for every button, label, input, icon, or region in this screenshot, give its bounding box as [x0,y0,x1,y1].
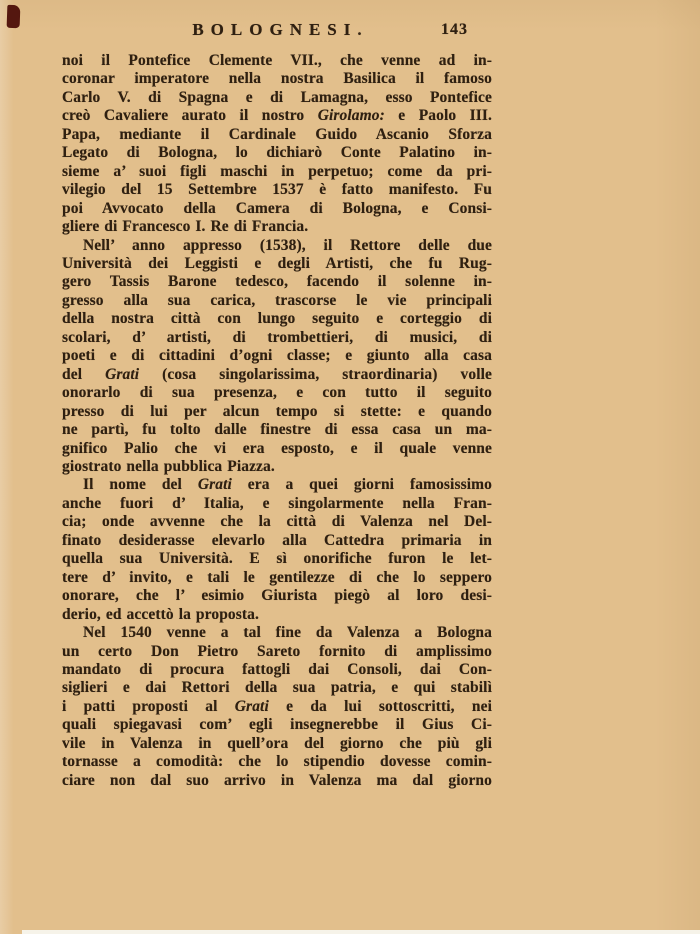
text-segment: gresso alla sua carica, trascorse le vie principali [62,291,492,309]
text-line [62,107,492,125]
running-head [62,20,492,44]
italic-text: Grati [234,697,269,715]
paragraph [62,237,492,477]
text-segment: scolari, d’ artisti, di trombettieri, di musici, di [62,328,492,346]
text-segment: derio, ed accettò la proposta. [62,605,259,623]
text-segment: Nel 1540 venne a tal fine da Valenza a Bologna [83,624,492,642]
text-segment: anche fuori d’ Italia, e singolarmente nella Fran- [62,494,492,512]
text-line [62,513,492,531]
text-line [62,753,492,771]
text-segment: era a quei giorni famosissimo [231,476,492,494]
text-line [62,679,492,697]
text-segment: vilegio del 15 Settembre 1537 è fatto manifesto. Fu [62,181,492,199]
text-segment: quali spiegavasi com’ egli insegnerebbe il Gius Ci- [62,716,492,734]
text-line [62,310,492,328]
text-line [62,716,492,734]
text-segment: Università dei Leggisti e degli Artisti, che fu Rug- [62,254,492,272]
text-line [62,458,492,476]
text-segment: gliere di Francesco I. Re di Francia. [62,218,309,236]
text-line [62,384,492,402]
text-line [62,643,492,661]
text-line [62,347,492,365]
text-line [62,292,492,310]
text-segment: gnifico Palio che vi era esposto, e il quale venne [62,439,492,457]
text-segment: i patti proposti al [62,697,235,715]
text-line [62,181,492,199]
text-segment: gero Tassis Barone tedesco, facendo il solenne in- [62,273,492,291]
page-title-text: BOLOGNESI [192,20,358,39]
text-segment: Nell’ anno appresso (1538), il Rettore delle due [83,236,492,254]
page-body-text [62,52,492,790]
text-segment: e Paolo III. [384,107,492,125]
text-line [62,495,492,513]
text-segment: onorare, che l’ esimio Giurista piegò al loro desi- [62,587,492,605]
text-segment: tere d’ invito, e tali le gentilezze di che lo seppero [62,568,492,586]
text-segment: della nostra città con lungo seguito e corteggio di [62,310,492,328]
text-segment: presso di lui per alcun tempo si stette: e quando [62,402,492,420]
text-line [62,772,492,790]
text-segment: ciare non dal suo arrivo in Valenza ma dal giorno [62,771,492,789]
paragraph [62,624,492,790]
italic-text: Grati [197,476,232,494]
italic-text: Girolamo: [317,107,385,125]
text-line [62,255,492,273]
paragraph [62,52,492,237]
text-line [62,163,492,181]
text-line [62,144,492,162]
text-segment: creò Cavaliere aurato il nostro [62,107,318,125]
text-segment: noi il Pontefice Clemente VII., che venne ad in- [62,52,492,69]
text-line [62,421,492,439]
page-title [62,20,492,40]
text-line [62,698,492,716]
text-segment: finato desiderasse elevarlo alla Cattedra primaria in [62,531,492,549]
text-line [62,587,492,605]
text-segment: Il nome del [83,476,198,494]
text-line [62,440,492,458]
text-line [62,661,492,679]
text-segment: un certo Don Pietro Sareto fornito di amplissimo [62,642,492,660]
text-line [62,218,492,236]
text-line [62,476,492,494]
text-line [62,52,492,70]
text-segment: tornasse a comodità: che lo stipendio dovesse comin- [62,753,492,771]
text-line [62,532,492,550]
text-segment: sieme a’ suoi figli maschi in perpetuo; come da pri- [62,162,492,180]
paragraph [62,476,492,624]
text-segment: quella sua Università. E sì onorifiche furon le let- [62,550,492,568]
text-segment: onorarlo di sua presenza, e con tutto il seguito [62,384,492,402]
text-segment: coronar imperatore nella nostra Basilica il famoso [62,70,492,88]
text-line [62,273,492,291]
text-segment: poi Avvocato della Camera di Bologna, e Consi- [62,199,492,217]
text-line [62,735,492,753]
text-line [62,550,492,568]
text-line [62,624,492,642]
text-line [62,569,492,587]
text-line [62,403,492,421]
text-segment: giostrato nella pubblica Piazza. [62,457,275,475]
text-line [62,329,492,347]
text-line [62,70,492,88]
text-segment: Carlo V. di Spagna e di Lamagna, esso Pontefice [62,88,492,106]
text-segment: siglieri e dai Rettori della sua patria, e qui stabilì [62,679,492,697]
text-segment: Papa, mediante il Cardinale Guido Ascanio Sforza [62,125,492,143]
text-line [62,200,492,218]
text-segment: (cosa singolarissima, straordinaria) volle [139,365,492,383]
text-segment: poeti e di cittadini d’ogni classe; e giunto alla casa [62,347,492,365]
text-line [62,366,492,384]
text-segment: cia; onde avvenne che la città di Valenza nel Del- [62,513,492,531]
text-segment: del [62,365,106,383]
title-period: . [357,20,362,39]
text-segment: mandato di procura fattogli dai Consoli, dai Con- [62,660,492,678]
page-number: 143 [441,21,468,38]
text-segment: e da lui sottoscritti, nei [268,697,493,715]
text-line [62,126,492,144]
text-segment: vile in Valenza in quell’ora del giorno che più gli [62,734,492,752]
scan-ink-mark [7,5,21,28]
text-line [62,237,492,255]
italic-text: Grati [105,365,140,383]
text-segment: Legato di Bologna, lo dichiarò Conte Palatino in- [62,144,492,162]
text-line [62,89,492,107]
text-line [62,606,492,624]
text-segment: ne partì, fu tolto dalle finestre di essa casa un ma- [62,421,492,439]
scan-edge-strip [22,930,700,934]
